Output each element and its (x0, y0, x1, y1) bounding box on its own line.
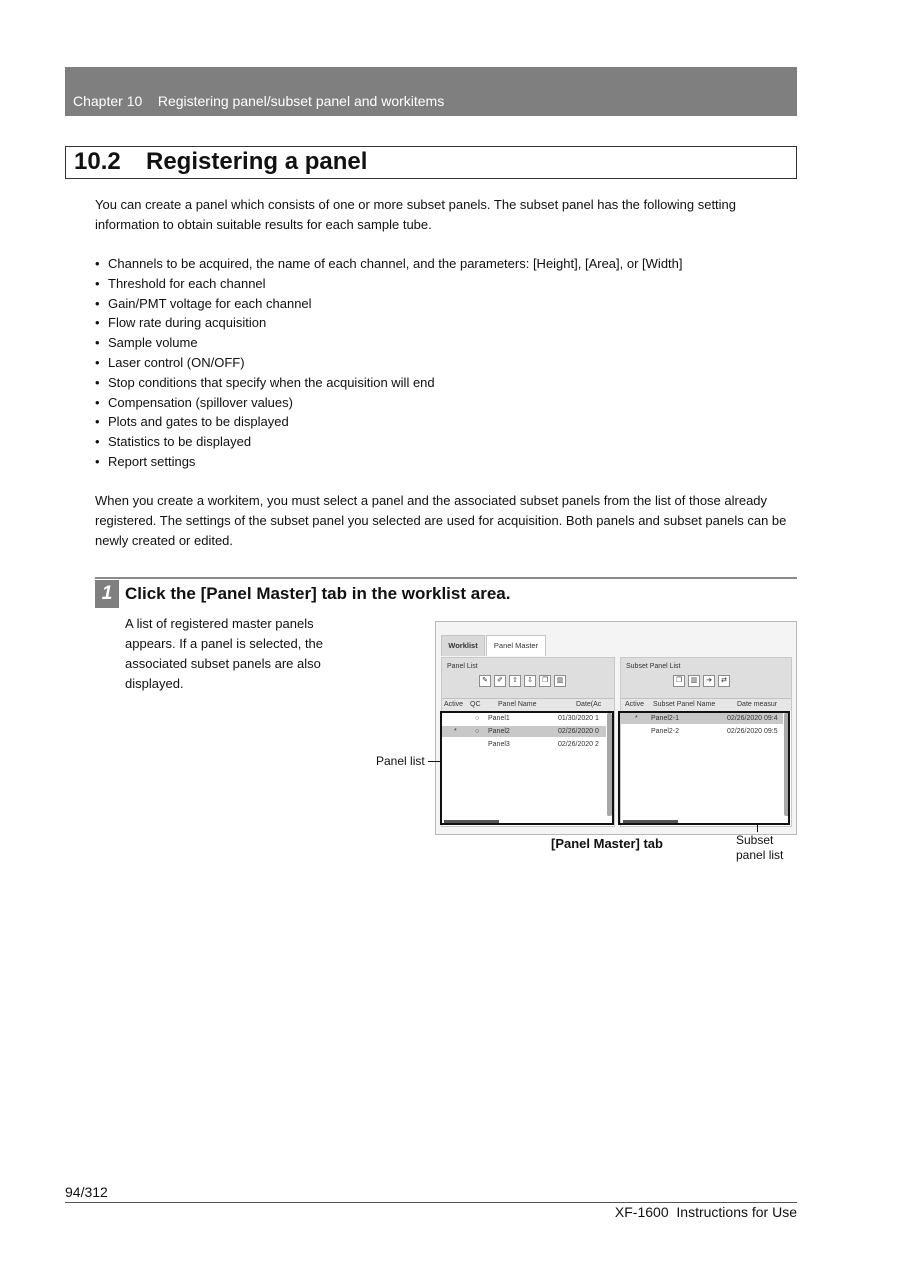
chapter-title: Chapter 10 Registering panel/subset panel and workitems (73, 93, 445, 109)
move-icon[interactable]: ➔ (703, 675, 715, 687)
reorder-icon[interactable]: ⇄ (718, 675, 730, 687)
page-number: 94/312 (65, 1184, 108, 1200)
section-heading (65, 146, 797, 179)
row-panel-name: Panel1 (488, 715, 510, 722)
panel-list-title: Panel List (447, 663, 478, 670)
row-qc: ○ (475, 728, 480, 735)
subset-list-header (621, 698, 791, 712)
footer-divider (65, 1202, 797, 1203)
screenshot-caption: [Panel Master] tab (551, 836, 663, 851)
step-title: Click the [Panel Master] tab in the worklist area. (125, 584, 511, 603)
bullet-item: • Stop conditions that specify when the acquisition will end (95, 373, 683, 393)
import-icon[interactable]: ⇩ (524, 675, 536, 687)
bullet-item: • Compensation (spillover values) (95, 393, 683, 413)
intro-paragraph: You can create a panel which consists of one or more subset panels. The subset panel has the following setting information to obtain suitable results for each sample tube. (95, 197, 737, 232)
panel-list-header (442, 698, 614, 712)
column-header-active[interactable]: Active (444, 701, 464, 708)
row-date: 02/26/2020 2 (558, 741, 599, 748)
column-header-date-measured[interactable]: Date measur (737, 701, 778, 708)
step-number-badge: 1 (95, 580, 119, 608)
export-icon[interactable]: ⇧ (509, 675, 521, 687)
bullet-item: • Flow rate during acquisition (95, 313, 683, 333)
bullet-item: • Report settings (95, 452, 683, 472)
section-number: 10.2 (74, 148, 121, 175)
delete-icon[interactable]: ▥ (554, 675, 566, 687)
section-title: Registering a panel (146, 148, 368, 175)
column-header-date[interactable]: Date(Ac (576, 701, 602, 708)
chapter-header-bar (65, 67, 797, 116)
subset-panel-list-title: Subset Panel List (626, 663, 681, 670)
panel-list-highlight (440, 711, 614, 825)
bullet-item: • Laser control (ON/OFF) (95, 353, 683, 373)
document-title: XF-1600 Instructions for Use (614, 1204, 797, 1220)
column-header-subset-panel-name[interactable]: Subset Panel Name (653, 701, 716, 708)
row-panel-name: Panel2 (488, 728, 510, 735)
bullet-item: • Plots and gates to be displayed (95, 412, 683, 432)
subset-panel-list-callout: Subset panel list (736, 833, 784, 862)
step-divider (95, 577, 797, 579)
workitem-paragraph: When you create a workitem, you must select a panel and the associated subset panels from the list of those already registered. The settings of the subset panel you selected are used for acquisition. Both panels and subset panels can be newly created or edited. (95, 493, 787, 548)
row-date: 01/30/2020 1 (558, 715, 599, 722)
panel-list-leader-line (428, 761, 441, 762)
copy-icon[interactable]: ❐ (539, 675, 551, 687)
row-qc: ○ (475, 715, 480, 722)
subset-list-leader-line (757, 823, 758, 832)
tab-worklist[interactable]: Worklist (441, 635, 485, 656)
column-header-panel-name[interactable]: Panel Name (498, 701, 537, 708)
row-active: * (635, 715, 638, 722)
bullet-item: • Sample volume (95, 333, 683, 353)
row-date: 02/26/2020 09:4 (727, 715, 778, 722)
step-description: A list of registered master panels appears. If a panel is selected, the associated subset panels are also displayed. (125, 616, 324, 691)
bullet-item: • Gain/PMT voltage for each channel (95, 294, 683, 314)
subset-list-highlight (618, 711, 790, 825)
row-date: 02/26/2020 09:5 (727, 728, 778, 735)
delete-icon[interactable]: ▥ (688, 675, 700, 687)
bullet-item: • Statistics to be displayed (95, 432, 683, 452)
subset-list-toolbar (673, 675, 730, 687)
panel-list-toolbar (479, 675, 566, 687)
copy-icon[interactable]: ❐ (673, 675, 685, 687)
row-subset-name: Panel2-2 (651, 728, 680, 735)
row-subset-name: Panel2-1 (651, 715, 680, 722)
column-header-active[interactable]: Active (625, 701, 645, 708)
panel-list-callout: Panel list (376, 754, 425, 768)
bullet-item: • Threshold for each channel (95, 274, 683, 294)
row-date: 02/26/2020 0 (558, 728, 599, 735)
column-header-qc[interactable]: QC (470, 701, 481, 708)
edit-icon[interactable]: ✎ (479, 675, 491, 687)
bullet-item: • Channels to be acquired, the name of each channel, and the parameters: [Height], [Area], or [Width] (95, 254, 683, 274)
tab-panel-master[interactable]: Panel Master (486, 635, 546, 656)
settings-bullet-list (95, 254, 683, 472)
row-active: * (454, 728, 457, 735)
row-panel-name: Panel3 (488, 741, 510, 748)
edit-copy-icon[interactable]: ✐ (494, 675, 506, 687)
